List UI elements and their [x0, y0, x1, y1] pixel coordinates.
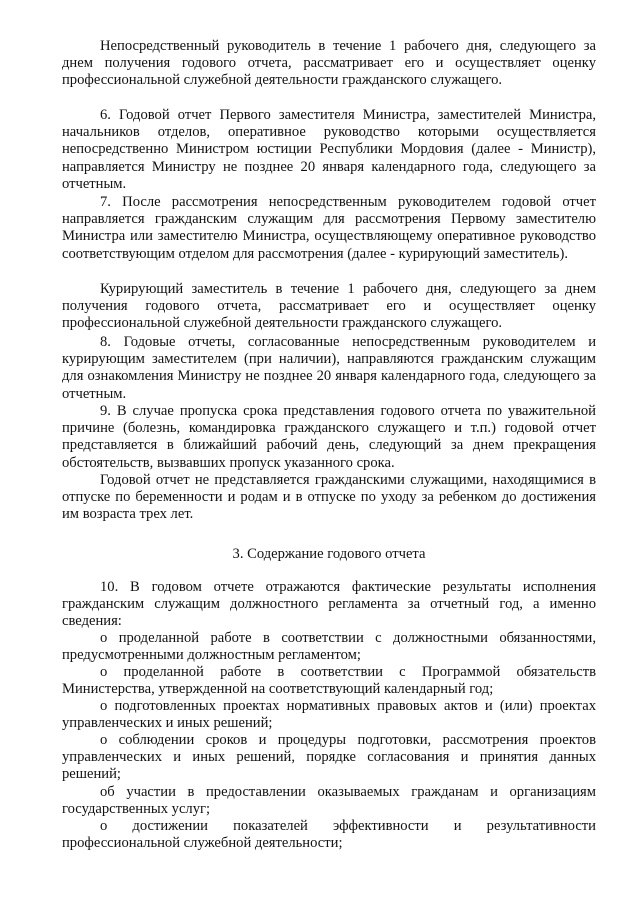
- paragraph-item-9: 9. В случае пропуска срока представления годового отчета по уважительной причине (болезнь, командировка гражданского служащего и т.п.) годовой отчет представляется в ближайший рабочий день, следующий за днем прекращения обстоятельств, вызвавших пропуск указанного срока.: [62, 403, 596, 471]
- list-item-performance: о достижении показателей эффективности и результативности профессиональной служебной деятельности;: [62, 818, 596, 852]
- paragraph-curator-review: Курирующий заместитель в течение 1 рабочего дня, следующего за днем получения годового отчета, рассматривает его и осуществляет оценку профессиональной служебной деятельности гражданского служащего.: [62, 281, 596, 332]
- list-item-deadlines: о соблюдении сроков и процедуры подготовки, рассмотрения проектов управленческих и иных решений, порядке согласования и принятия данных решений;: [62, 732, 596, 783]
- list-item-draft-acts: о подготовленных проектах нормативных правовых актов и (или) проектах управленческих и иных решений;: [62, 698, 596, 732]
- paragraph-item-7: 7. После рассмотрения непосредственным руководителем годовой отчет направляется гражданским служащим для рассмотрения Первому заместителю Министра или заместителю Министра, осуществляющему оперативное руководство соответствующим отделом для рассмотрения (далее - курирующий заместитель).: [62, 194, 596, 262]
- section-title: 3. Содержание годового отчета: [232, 546, 426, 562]
- paragraph-item-6: 6. Годовой отчет Первого заместителя Министра, заместителей Министра, начальников отделов, оперативное руководство которыми осуществляется непосредственно Министром юстиции Республики Мордовия (далее - Министр), направляется Министру не позднее 20 января календарного года, следующего за отчетным.: [62, 107, 596, 192]
- list-item-duties: о проделанной работе в соответствии с должностными обязанностями, предусмотренными должностным регламентом;: [62, 630, 596, 664]
- paragraph-item-10: 10. В годовом отчете отражаются фактические результаты исполнения гражданским служащим должностного регламента за отчетный год, а именно сведения:: [62, 579, 596, 630]
- paragraph-supervisor-review: Непосредственный руководитель в течение 1 рабочего дня, следующего за днем получения годового отчета, рассматривает его и осуществляет оценку профессиональной служебной деятельности гражданского служащего.: [62, 38, 596, 89]
- paragraph-exemption: Годовой отчет не представляется гражданскими служащими, находящимися в отпуске по беременности и родам и в отпуске по уходу за ребенком до достижения им возраста трех лет.: [62, 472, 596, 523]
- list-item-public-services: об участии в предоставлении оказываемых гражданам и организациям государственных услуг;: [62, 784, 596, 818]
- paragraph-item-8: 8. Годовые отчеты, согласованные непосредственным руководителем и курирующим заместителем (при наличии), направляются гражданским служащим для ознакомления Министру не позднее 20 января календарного года, следующего за отчетным.: [62, 334, 596, 402]
- list-item-program: о проделанной работе в соответствии с Программой обязательств Министерства, утвержденной на соответствующий календарный год;: [62, 664, 596, 698]
